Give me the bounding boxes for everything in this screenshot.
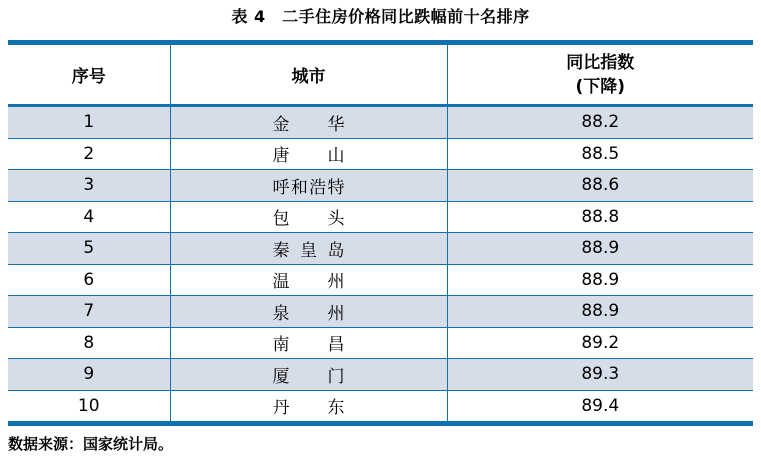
city-name: 秦 皇 岛: [272, 240, 345, 261]
city-name: 包 头: [272, 209, 345, 230]
city-name: 厦 门: [272, 366, 345, 387]
city-cell: [170, 170, 447, 202]
city-cell: [170, 327, 447, 359]
header-city: 城市: [170, 43, 447, 106]
rank-cell: 8: [8, 327, 170, 359]
index-cell: 88.9: [447, 264, 753, 296]
header-index-line1: 同比指数: [566, 52, 635, 73]
table-row: [8, 138, 753, 170]
table-title: 表 4 二手住房价格同比跌幅前十名排序: [231, 7, 530, 26]
data-source-note: 数据来源：国家统计局。: [8, 435, 174, 453]
rank-cell: 4: [8, 201, 170, 233]
rank-cell: 1: [8, 106, 170, 139]
city-cell: [170, 106, 447, 139]
city-cell: [170, 233, 447, 265]
city-cell: [170, 296, 447, 328]
city-name: 温 州: [272, 272, 345, 293]
city-name: 南 昌: [272, 335, 345, 356]
city-cell: [170, 264, 447, 296]
rank-cell: 3: [8, 170, 170, 202]
rank-cell: 7: [8, 296, 170, 328]
index-cell: 89.3: [447, 359, 753, 391]
rank-cell: 9: [8, 359, 170, 391]
index-cell: 88.9: [447, 233, 753, 265]
table-row: [8, 233, 753, 265]
city-name: 呼 和 浩 特: [272, 177, 345, 198]
rank-cell: 10: [8, 390, 170, 424]
table-row: [8, 390, 753, 424]
rank-cell: 2: [8, 138, 170, 170]
city-cell: [170, 390, 447, 424]
header-index: [447, 43, 753, 106]
header-index-line2: (下降): [575, 76, 626, 97]
city-name: 金 华: [272, 114, 345, 135]
index-cell: 89.2: [447, 327, 753, 359]
table-row: [8, 201, 753, 233]
rank-cell: 6: [8, 264, 170, 296]
city-cell: [170, 359, 447, 391]
index-cell: 88.2: [447, 106, 753, 139]
index-cell: 88.6: [447, 170, 753, 202]
header-rank: 序号: [8, 43, 170, 106]
table-row: [8, 264, 753, 296]
index-cell: 88.8: [447, 201, 753, 233]
table-row: [8, 106, 753, 139]
rank-cell: 5: [8, 233, 170, 265]
city-name: 丹 东: [272, 398, 345, 419]
table-row: [8, 296, 753, 328]
table-row: [8, 327, 753, 359]
index-cell: 88.9: [447, 296, 753, 328]
rank-table: [8, 40, 753, 426]
table-row: [8, 359, 753, 391]
header-row: [8, 43, 753, 106]
city-name: 唐 山: [272, 146, 345, 167]
table-body: [8, 106, 753, 424]
table-header: [8, 43, 753, 106]
index-cell: 89.4: [447, 390, 753, 424]
city-cell: [170, 138, 447, 170]
city-cell: [170, 201, 447, 233]
city-name: 泉 州: [272, 303, 345, 324]
index-cell: 88.5: [447, 138, 753, 170]
table-row: [8, 170, 753, 202]
